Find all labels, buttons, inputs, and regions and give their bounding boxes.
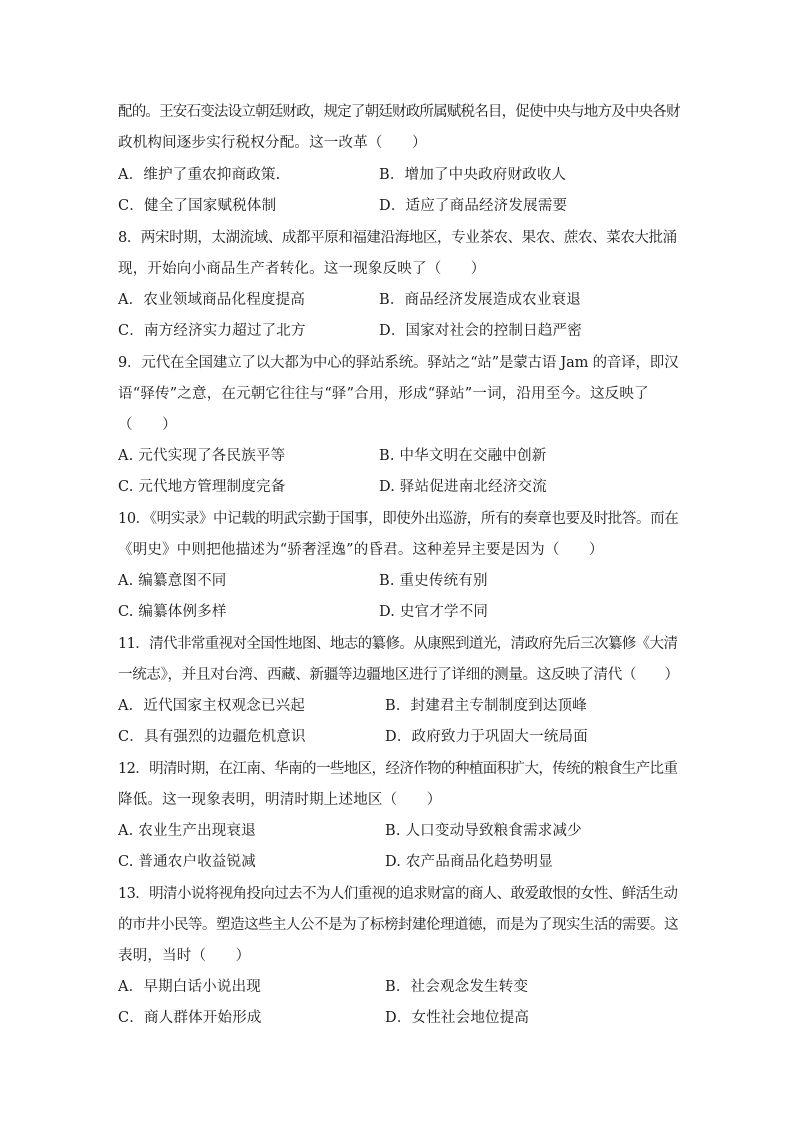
question-10-text-line-1: 10．《明实录》中记载的明武宗勤于国事，即使外出巡游，所有的奏章也要及时批答。而在 [118, 511, 679, 527]
question-10-option-c: C. 编纂体例多样 [118, 604, 227, 620]
question-9-option-d: D. 驿站促进南北经济交流 [379, 479, 547, 495]
question-11-text-line-1: 11．清代非常重视对全国性地图、地志的纂修。从康熙到道光，清政府先后三次纂修《大清 [118, 636, 678, 652]
question-7-option-a: A．维护了重农抑商政策. [118, 167, 281, 183]
question-12-option-c: C. 普通农户收益锐减 [118, 854, 256, 870]
question-11-option-b: B．封建君主专制制度到达顶峰 [385, 698, 587, 714]
question-9-text-line-3: （ ） [118, 417, 177, 433]
question-12-option-d: D. 农产品商品化趋势明显 [385, 854, 553, 870]
question-12-option-a: A. 农业生产出现衰退 [118, 823, 256, 839]
question-11-option-c: C．具有强烈的边疆危机意识 [118, 729, 306, 745]
question-8-option-d: D．国家对社会的控制日趋严密 [379, 323, 582, 339]
question-11-option-d: D．政府致力于巩固大一统局面 [385, 729, 588, 745]
question-9-option-c: C. 元代地方管理制度完备 [118, 479, 286, 495]
question-8-option-c: C．南方经济实力超过了北方 [118, 323, 306, 339]
question-13-option-b: B．社会观念发生转变 [385, 979, 529, 995]
question-9-text-line-2: 语“驿传”之意，在元朝它往往与“驿”合用，形成“驿站”一词，沿用至今。这反映了 [118, 386, 649, 402]
question-10-option-b: B. 重史传统有别 [379, 573, 488, 589]
question-10-text-line-2: 《明史》中则把他描述为“骄奢淫逸”的昏君。这种差异主要是因为（ ） [118, 542, 604, 558]
question-8-text-line-1: 8．两宋时期，太湖流域、成都平原和福建沿海地区，专业茶农、果农、蔗农、菜农大批涌 [118, 230, 677, 246]
question-10-option-d: D. 史官才学不同 [379, 604, 489, 620]
question-12-text-line-1: 12．明清时期，在江南、华南的一些地区，经济作物的种植面积扩大，传统的粮食生产比重 [118, 761, 678, 777]
question-13-option-a: A．早期白话小说出现 [118, 979, 261, 995]
question-7-option-b: B．增加了中央政府财政收人 [379, 167, 567, 183]
question-12-option-b: B. 人口变动导致粮食需求减少 [385, 823, 582, 839]
question-8-text-line-2: 现，开始向小商品生产者转化。这一现象反映了（ ） [118, 261, 486, 277]
question-7-option-d: D．适应了商品经济发展需要 [379, 198, 568, 214]
question-12-text-line-2: 降低。这一现象表明，明清时期上述地区（ ） [118, 792, 442, 808]
question-13-text-line-2: 的市井小民等。塑造这些主人公不是为了标榜封建伦理道德，而是为了现实生活的需要。这 [118, 917, 678, 933]
question-7-option-c: C．健全了国家赋税体制 [118, 198, 277, 214]
question-11-text-line-2: 一统志》，并且对台湾、西藏、新疆等边疆地区进行了详细的测量。这反映了清代（ ） [118, 667, 679, 683]
question-13-text-line-1: 13．明清小说将视角投向过去不为人们重视的追求财富的商人、敢爱敢恨的女性、鲜活生动 [118, 886, 678, 902]
question-7-text-line-2: 政机构间逐步实行税权分配。这一改革（ ） [118, 135, 427, 151]
question-9-option-a: A. 元代实现了各民族平等 [118, 448, 286, 464]
question-8-option-b: B．商品经济发展造成农业衰退 [379, 292, 581, 308]
question-7-text-line-1: 配的。王安石变法设立朝廷财政，规定了朝廷财政所属赋税名目，促使中央与地方及中央各财 [118, 104, 680, 120]
question-9-text-line-1: 9．元代在全国建立了以大都为中心的驿站系统。驿站之“站”是蒙古语 Jam 的音译，即汉 [118, 355, 679, 371]
question-13-option-d: D．女性社会地位提高 [385, 1010, 530, 1026]
question-13-text-line-3: 表明，当时（ ） [118, 948, 251, 964]
question-10-option-a: A. 编纂意图不同 [118, 573, 227, 589]
question-8-option-a: A．农业领域商品化程度提高 [118, 292, 306, 308]
question-9-option-b: B. 中华文明在交融中创新 [379, 448, 547, 464]
question-13-option-c: C．商人群体开始形成 [118, 1010, 262, 1026]
question-11-option-a: A．近代国家主权观念已兴起 [118, 698, 306, 714]
